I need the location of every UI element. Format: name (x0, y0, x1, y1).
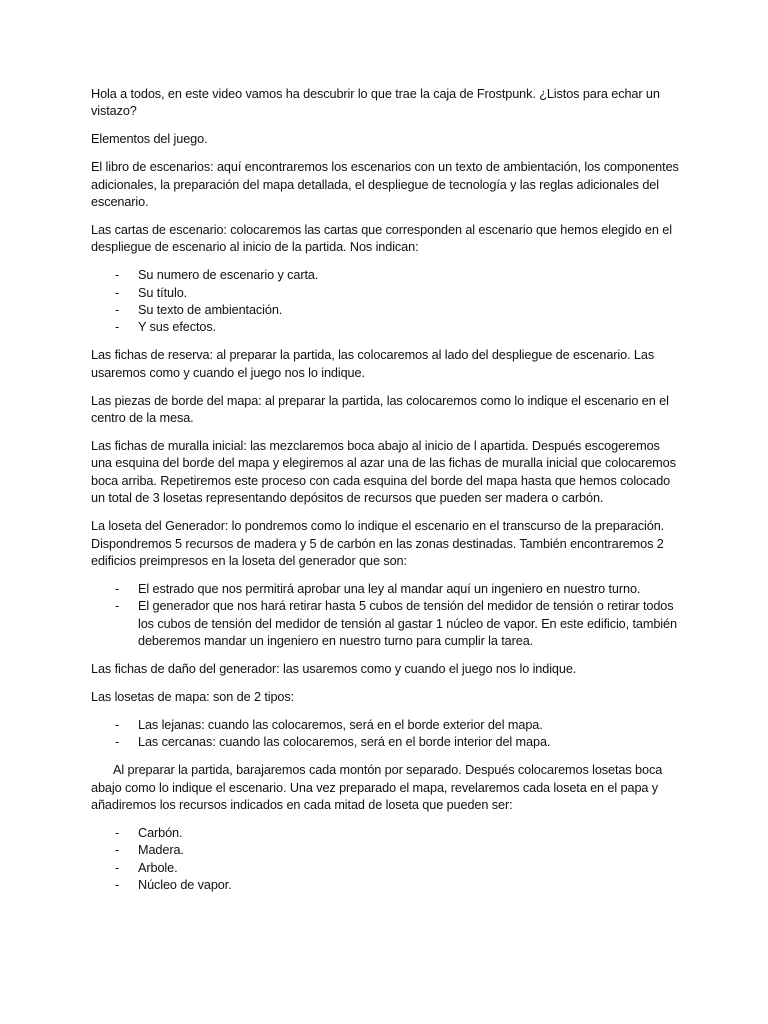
generator-damage-paragraph: Las fichas de daño del generador: las usaremos como y cuando el juego nos lo indique. (91, 661, 577, 676)
map-tiles-list (91, 717, 683, 752)
list-item (91, 842, 683, 859)
dash-bullet: - (115, 581, 120, 596)
elements-heading: Elementos del juego. (91, 132, 208, 147)
dash-bullet: - (115, 268, 120, 283)
setup-paragraph: Al preparar la partida, barajaremos cada montón por separado. Después colocaremos losetas boca abajo como lo indique el escenario. Una vez preparado el mapa, revelaremos cada loseta en el papa y añadiremos los recursos indicados en cada mitad de loseta que pueden ser: (91, 763, 663, 812)
list-item-text: Núcleo de vapor. (138, 878, 232, 893)
dash-bullet: - (115, 825, 120, 840)
dash-bullet: - (115, 735, 120, 750)
list-item (91, 581, 683, 598)
intro-paragraph: Hola a todos, en este video vamos ha descubrir lo que trae la caja de Frostpunk. ¿Listos para echar un vistazo? (91, 87, 660, 119)
document-page (91, 86, 683, 905)
starting-wall-paragraph: Las fichas de muralla inicial: las mezclaremos boca abajo al inicio de l apartida. Después escogeremos una esquina del borde del mapa y elegiremos al azar una de las fichas de muralla inicial que colocaremos boca arriba. Repetiremos este proceso con cada esquina del borde del mapa hasta que hemos colocado un total de 3 losetas representando depósitos de recursos que pueden ser madera o carbón. (91, 439, 676, 506)
dash-bullet: - (115, 320, 120, 335)
list-item-text: Su numero de escenario y carta. (138, 268, 319, 283)
list-item-text: Las cercanas: cuando las colocaremos, será en el borde interior del mapa. (138, 735, 551, 750)
list-item-text: El estrado que nos permitirá aprobar una ley al mandar aquí un ingeniero en nuestro turno. (138, 581, 641, 596)
list-item-text: El generador que nos hará retirar hasta 5 cubos de tensión del medidor de tensión o retirar todos los cubos de tensión del medidor de tensión al gastar 1 núcleo de vapor. En este edificio, también deberemos mandar un ingeniero en nuestro turno para cumplir la tarea. (138, 599, 677, 649)
list-item (91, 860, 683, 877)
dash-bullet: - (115, 878, 120, 893)
list-item-text: Las lejanas: cuando las colocaremos, será en el borde exterior del mapa. (138, 717, 543, 732)
dash-bullet: - (115, 860, 120, 875)
scenario-cards-list (91, 267, 683, 337)
list-item (91, 717, 683, 734)
list-item (91, 267, 683, 284)
list-item-text: Arbole. (138, 860, 178, 875)
reserve-tokens-paragraph: Las fichas de reserva: al preparar la partida, las colocaremos al lado del despliegue de escenario. Las usaremos como y cuando el juego nos lo indique. (91, 348, 655, 380)
list-item-text: Carbón. (138, 825, 183, 840)
list-item (91, 302, 683, 319)
dash-bullet: - (115, 285, 120, 300)
list-item (91, 734, 683, 751)
dash-bullet: - (115, 303, 120, 318)
list-item (91, 285, 683, 302)
list-item (91, 598, 683, 650)
map-border-paragraph: Las piezas de borde del mapa: al preparar la partida, las colocaremos como lo indique el escenario en el centro de la mesa. (91, 393, 669, 426)
generator-buildings-list (91, 581, 683, 651)
list-item (91, 877, 683, 894)
list-item (91, 825, 683, 842)
list-item-text: Madera. (138, 843, 184, 858)
list-item-text: Su título. (138, 285, 188, 300)
map-tiles-paragraph: Las losetas de mapa: son de 2 tipos: (91, 689, 295, 704)
resources-list (91, 825, 683, 895)
list-item (91, 319, 683, 336)
dash-bullet: - (115, 717, 120, 732)
scenario-book-paragraph: El libro de escenarios: aquí encontraremos los escenarios con un texto de ambientación, los componentes adicionales, la preparación del mapa detallada, el despliegue de tecnología y las reglas adicionales del escenario. (91, 160, 679, 210)
dash-bullet: - (115, 843, 120, 858)
generator-tile-paragraph: La loseta del Generador: lo pondremos como lo indique el escenario en el transcurso de la preparación. Dispondremos 5 recursos de madera y 5 de carbón en las zonas destinadas. También encontraremos 2 edificios preimpresos en la loseta del generador que son: (91, 519, 665, 568)
list-item-text: Su texto de ambientación. (138, 303, 283, 318)
dash-bullet: - (115, 599, 120, 614)
scenario-cards-paragraph: Las cartas de escenario: colocaremos las cartas que corresponden al escenario que hemos elegido en el despliegue de escenario al inicio de la partida. Nos indican: (91, 222, 672, 255)
list-item-text: Y sus efectos. (138, 320, 217, 335)
